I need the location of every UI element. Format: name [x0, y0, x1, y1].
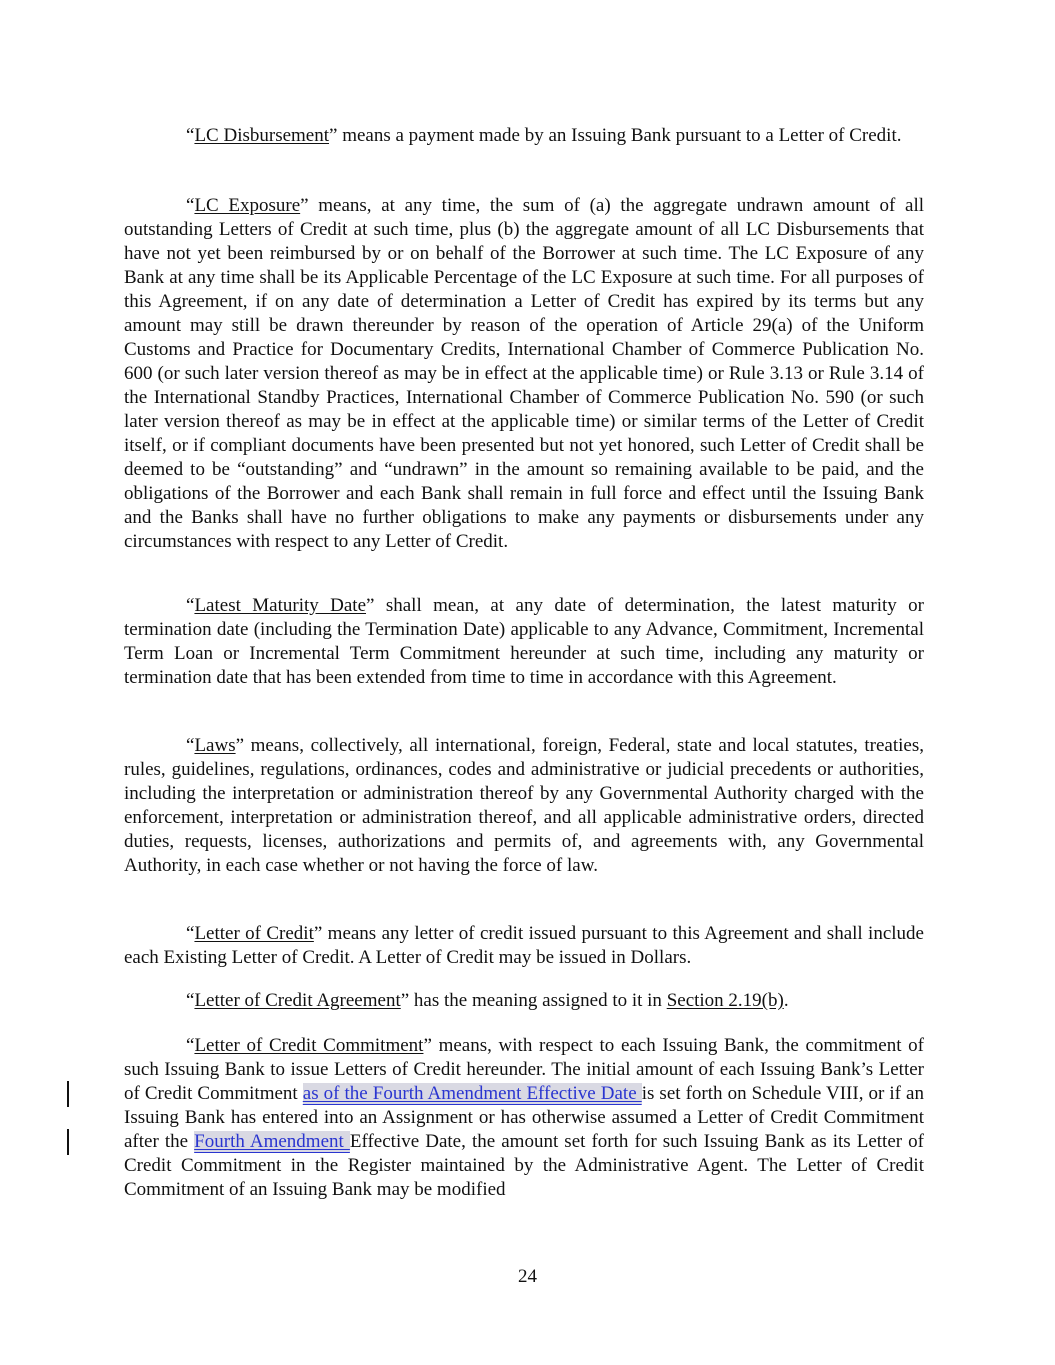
defined-term: LC Disbursement [194, 125, 330, 146]
definition-text: is set forth on Schedule VIII, or if an Issuing Bank has entered into an Assignment or has otherwise assumed a Letter of Credit Commitment after the [124, 1083, 924, 1152]
defined-term: Letter of Credit Agreement [194, 990, 401, 1011]
page-number: 24 [518, 1266, 537, 1287]
definition-text: ” means, at any time, the sum of (a) the aggregate undrawn amount of all outstanding Letters of Credit at such time, plus (b) the aggregate amount of all LC Disbursements that have not yet been reimbursed by or on behalf of the Borrower at such time. The LC Exposure of any Bank at any time shall be its Applicable Percentage of the LC Exposure at such time. For all purposes of this Agreement, if on any date of determination a Letter of Credit has expired by its terms but any amount may still be drawn thereunder by reason of the operation of Article 29(a) of the Uniform Customs and Practice for Documentary Credits, International Chamber of Commerce Publication No. 600 (or such later version thereof as may be in effect at the applicable time) or Rule 3.13 or Rule 3.14 of the International Standby Practices, International Chamber of Commerce Publication No. 590 (or such later version thereof as may be in effect at the applicable time) or similar terms of the Letter of Credit itself, or if compliant documents have been presented but not yet honored, such Letter of Credit shall be deemed to be “outstanding” and “undrawn” in the amount so remaining available to be paid, and the obligations of the Borrower and each Bank shall remain in full force and effect until the Issuing Bank and the Banks shall have no further obligations to make any payments or disbursements under any circumstances with respect to any Letter of Credit. [124, 195, 925, 552]
defined-term: Laws [194, 735, 236, 756]
definition-text: ” has the meaning assigned to it in [400, 990, 667, 1011]
change-bar [67, 1081, 69, 1107]
definition-letter-of-credit-agreement: “Letter of Credit Agreement” has the meaning assigned to it in Section 2.19(b). [186, 990, 789, 1011]
change-bar [67, 1129, 69, 1155]
definition-laws: “Laws” means, collectively, all international, foreign, Federal, state and local statutes, treaties, rules, guidelines, regulations, ordinances, codes and administrative or judicial precedents or authorities, including the interpretation or administration thereof by any Governmental Authority charged with the enforcement, interpretation or administration thereof, and all applicable administrative orders, directed duties, requests, licenses, authorizations and permits of, and agreements with, any Governmental Authority, in each case whether or not having the force of law. [124, 735, 924, 876]
defined-term: Letter of Credit Commitment [194, 1035, 424, 1056]
defined-term: Letter of Credit [194, 923, 314, 944]
definition-text: ” means, with respect to each Issuing Bank, the commitment of such Issuing Bank to issue Letters of Credit hereunder. The initial amount of each Issuing Bank’s Letter of Credit Commitment [124, 1035, 924, 1104]
defined-term: Latest Maturity Date [194, 595, 367, 616]
definition-letter-of-credit: “Letter of Credit” means any letter of credit issued pursuant to this Agreement and shall include each Existing Letter of Credit. A Letter of Credit may be issued in Dollars. [124, 923, 924, 968]
definition-lc-disbursement: “LC Disbursement” means a payment made by an Issuing Bank pursuant to a Letter of Credit. [186, 125, 902, 146]
inserted-text: Fourth Amendment [194, 1131, 350, 1152]
inserted-text: as of the Fourth Amendment Effective Date [302, 1083, 642, 1104]
definition-latest-maturity-date: “Latest Maturity Date” shall mean, at any date of determination, the latest maturity or termination date (including the Termination Date) applicable to any Advance, Commitment, Incremental Term Loan or Incremental Term Commitment hereunder at such time, including any maturity or termination date that has been extended from time to time in accordance with this Agreement. [124, 595, 924, 688]
definition-text: ” means any letter of credit issued pursuant to this Agreement and shall include each Existing Letter of Credit. A Letter of Credit may be issued in Dollars. [124, 923, 924, 968]
definition-text: Effective Date, the amount set forth for such Issuing Bank as its Letter of Credit Commitment in the Register maintained by the Administrative Agent. The Letter of Credit Commitment of an Issuing Bank may be modified [124, 1131, 924, 1200]
definition-text: ” means a payment made by an Issuing Bank pursuant to a Letter of Credit. [329, 125, 902, 146]
definition-text: ” shall mean, at any date of determination, the latest maturity or termination date (including the Termination Date) applicable to any Advance, Commitment, Incremental Term Loan or Incremental Term Commitment hereunder at such time, including any maturity or termination date that has been extended from time to time in accordance with this Agreement. [124, 595, 924, 688]
section-reference: Section 2.19(b) [666, 990, 784, 1011]
definition-tail: . [783, 990, 789, 1011]
definition-letter-of-credit-commitment: “Letter of Credit Commitment” means, with respect to each Issuing Bank, the commitment of such Issuing Bank to issue Letters of Credit hereunder. The initial amount of each Issuing Bank’s Letter of Credit Commitment as of the Fourth Amendment Effective Date is set forth on Schedule VIII, or if an Issuing Bank has entered into an Assignment or has otherwise assumed a Letter of Credit Commitment after the Fourth Amendment Effective Date, the amount set forth for such Issuing Bank as its Letter of Credit Commitment in the Register maintained by the Administrative Agent. The Letter of Credit Commitment of an Issuing Bank may be modified [124, 1035, 924, 1200]
definition-text: ” means, collectively, all international, foreign, Federal, state and local statutes, treaties, rules, guidelines, regulations, ordinances, codes and administrative or judicial precedents or authorities, including the interpretation or administration thereof by any Governmental Authority charged with the enforcement, interpretation or administration thereof, and all applicable administrative orders, directed duties, requests, licenses, authorizations and permits of, and agreements with, any Governmental Authority, in each case whether or not having the force of law. [124, 735, 924, 876]
defined-term: LC Exposure [194, 195, 301, 216]
definition-lc-exposure: “LC Exposure” means, at any time, the sum of (a) the aggregate undrawn amount of all outstanding Letters of Credit at such time, plus (b) the aggregate amount of all LC Disbursements that have not yet been reimbursed by or on behalf of the Borrower at such time. The LC Exposure of any Bank at any time shall be its Applicable Percentage of the LC Exposure at such time. For all purposes of this Agreement, if on any date of determination a Letter of Credit has expired by its terms but any amount may still be drawn thereunder by reason of the operation of Article 29(a) of the Uniform Customs and Practice for Documentary Credits, International Chamber of Commerce Publication No. 600 (or such later version thereof as may be in effect at the applicable time) or Rule 3.13 or Rule 3.14 of the International Standby Practices, International Chamber of Commerce Publication No. 590 (or such later version thereof as may be in effect at the applicable time) or similar terms of the Letter of Credit itself, or if compliant documents have been presented but not yet honored, such Letter of Credit shall be deemed to be “outstanding” and “undrawn” in the amount so remaining available to be paid, and the obligations of the Borrower and each Bank shall remain in full force and effect until the Issuing Bank and the Banks shall have no further obligations to make any payments or disbursements under any circumstances with respect to any Letter of Credit. [124, 195, 925, 552]
